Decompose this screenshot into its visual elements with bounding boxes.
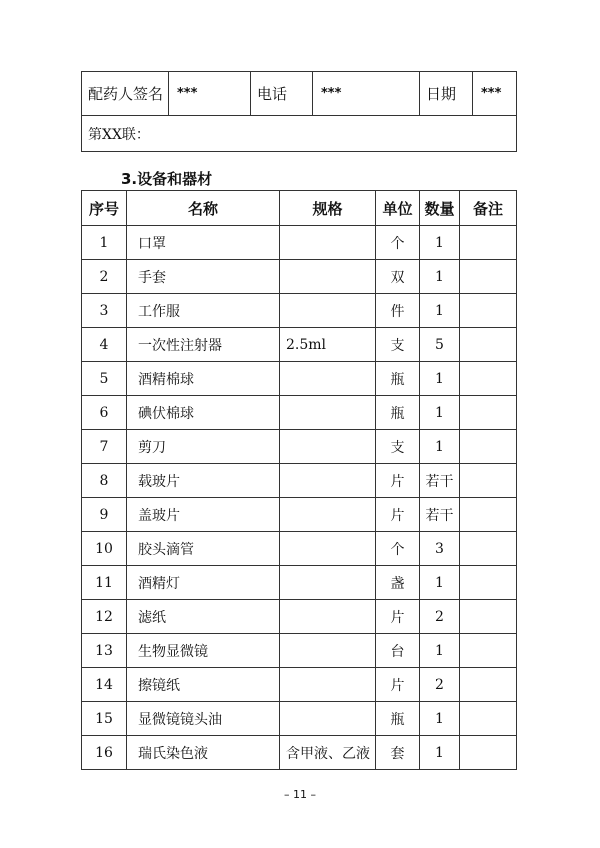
page-number: – 11 –: [284, 788, 316, 801]
row-no: 12: [82, 600, 127, 634]
phone-value: ***: [313, 72, 420, 116]
row-unit: 片: [376, 464, 420, 498]
row-spec: [280, 226, 376, 260]
row-no: 7: [82, 430, 127, 464]
copy-label: 第XX联：: [82, 116, 517, 152]
row-note: [460, 532, 517, 566]
row-note: [460, 566, 517, 600]
row-qty: 1: [420, 634, 460, 668]
row-unit: 片: [376, 668, 420, 702]
row-spec: 含甲液、乙液: [280, 736, 376, 770]
table-row: [82, 634, 517, 668]
row-unit: 支: [376, 328, 420, 362]
row-name: 胶头滴管: [127, 532, 280, 566]
row-no: 11: [82, 566, 127, 600]
row-spec: [280, 294, 376, 328]
date-label: 日期: [420, 72, 473, 116]
table-row: [82, 396, 517, 430]
row-unit: 瓶: [376, 702, 420, 736]
row-name: 载玻片: [127, 464, 280, 498]
header-note: 备注: [460, 191, 517, 226]
row-name: 擦镜纸: [127, 668, 280, 702]
row-note: [460, 260, 517, 294]
table-row: [82, 328, 517, 362]
row-no: 5: [82, 362, 127, 396]
row-qty: 若干: [420, 498, 460, 532]
row-qty: 5: [420, 328, 460, 362]
row-name: 工作服: [127, 294, 280, 328]
row-spec: [280, 634, 376, 668]
row-qty: 1: [420, 226, 460, 260]
header-name: 名称: [127, 191, 280, 226]
row-name: 生物显微镜: [127, 634, 280, 668]
row-name: 剪刀: [127, 430, 280, 464]
row-no: 2: [82, 260, 127, 294]
row-name: 一次性注射器: [127, 328, 280, 362]
row-spec: [280, 600, 376, 634]
row-qty: 2: [420, 600, 460, 634]
row-no: 10: [82, 532, 127, 566]
row-no: 13: [82, 634, 127, 668]
table-row: [82, 362, 517, 396]
table-row: [82, 532, 517, 566]
row-no: 1: [82, 226, 127, 260]
row-qty: 1: [420, 362, 460, 396]
row-note: [460, 702, 517, 736]
row-qty: 1: [420, 396, 460, 430]
row-spec: [280, 498, 376, 532]
row-qty: 1: [420, 702, 460, 736]
row-unit: 套: [376, 736, 420, 770]
row-qty: 若干: [420, 464, 460, 498]
table-row: [82, 600, 517, 634]
header-unit: 单位: [376, 191, 420, 226]
row-note: [460, 464, 517, 498]
row-note: [460, 362, 517, 396]
row-note: [460, 498, 517, 532]
phone-label: 电话: [251, 72, 313, 116]
pharmacist-label: 配药人签名: [82, 72, 169, 116]
row-unit: 支: [376, 430, 420, 464]
row-unit: 个: [376, 532, 420, 566]
table-row: [82, 294, 517, 328]
row-unit: 个: [376, 226, 420, 260]
row-note: [460, 668, 517, 702]
row-name: 盖玻片: [127, 498, 280, 532]
row-unit: 瓶: [376, 362, 420, 396]
row-no: 15: [82, 702, 127, 736]
row-no: 3: [82, 294, 127, 328]
row-note: [460, 430, 517, 464]
row-unit: 瓶: [376, 396, 420, 430]
row-name: 瑞氏染色液: [127, 736, 280, 770]
header-spec: 规格: [280, 191, 376, 226]
table-row: [82, 464, 517, 498]
row-note: [460, 226, 517, 260]
row-qty: 1: [420, 566, 460, 600]
row-qty: 1: [420, 294, 460, 328]
row-note: [460, 328, 517, 362]
signature-table: [81, 71, 517, 152]
row-no: 9: [82, 498, 127, 532]
row-note: [460, 294, 517, 328]
row-qty: 1: [420, 260, 460, 294]
row-note: [460, 600, 517, 634]
pharmacist-value: ***: [169, 72, 251, 116]
table-row: [82, 566, 517, 600]
table-row: [82, 260, 517, 294]
row-name: 显微镜镜头油: [127, 702, 280, 736]
row-name: 滤纸: [127, 600, 280, 634]
row-no: 4: [82, 328, 127, 362]
row-spec: [280, 566, 376, 600]
row-no: 16: [82, 736, 127, 770]
row-qty: 3: [420, 532, 460, 566]
row-qty: 1: [420, 736, 460, 770]
row-unit: 片: [376, 498, 420, 532]
row-spec: [280, 668, 376, 702]
row-spec: 2.5ml: [280, 328, 376, 362]
table-row: [82, 430, 517, 464]
signature-row: [82, 72, 517, 116]
row-unit: 片: [376, 600, 420, 634]
row-spec: [280, 260, 376, 294]
row-qty: 2: [420, 668, 460, 702]
table-row: [82, 702, 517, 736]
row-unit: 台: [376, 634, 420, 668]
table-row: [82, 736, 517, 770]
equipment-table-body: [82, 226, 517, 770]
row-name: 口罩: [127, 226, 280, 260]
row-note: [460, 736, 517, 770]
table-row: [82, 498, 517, 532]
row-unit: 盏: [376, 566, 420, 600]
row-spec: [280, 702, 376, 736]
row-name: 碘伏棉球: [127, 396, 280, 430]
table-row: [82, 668, 517, 702]
section-heading: 3.设备和器材: [121, 170, 213, 188]
copy-row: [82, 116, 517, 152]
row-no: 14: [82, 668, 127, 702]
row-note: [460, 396, 517, 430]
row-name: 酒精棉球: [127, 362, 280, 396]
row-name: 酒精灯: [127, 566, 280, 600]
row-qty: 1: [420, 430, 460, 464]
equipment-header-row: [82, 191, 517, 226]
row-spec: [280, 362, 376, 396]
row-name: 手套: [127, 260, 280, 294]
header-qty: 数量: [420, 191, 460, 226]
row-no: 6: [82, 396, 127, 430]
row-unit: 双: [376, 260, 420, 294]
row-spec: [280, 396, 376, 430]
header-no: 序号: [82, 191, 127, 226]
row-note: [460, 634, 517, 668]
row-spec: [280, 464, 376, 498]
row-no: 8: [82, 464, 127, 498]
table-row: [82, 226, 517, 260]
row-unit: 件: [376, 294, 420, 328]
date-value: ***: [473, 72, 517, 116]
row-spec: [280, 532, 376, 566]
row-spec: [280, 430, 376, 464]
equipment-table: [81, 190, 517, 770]
